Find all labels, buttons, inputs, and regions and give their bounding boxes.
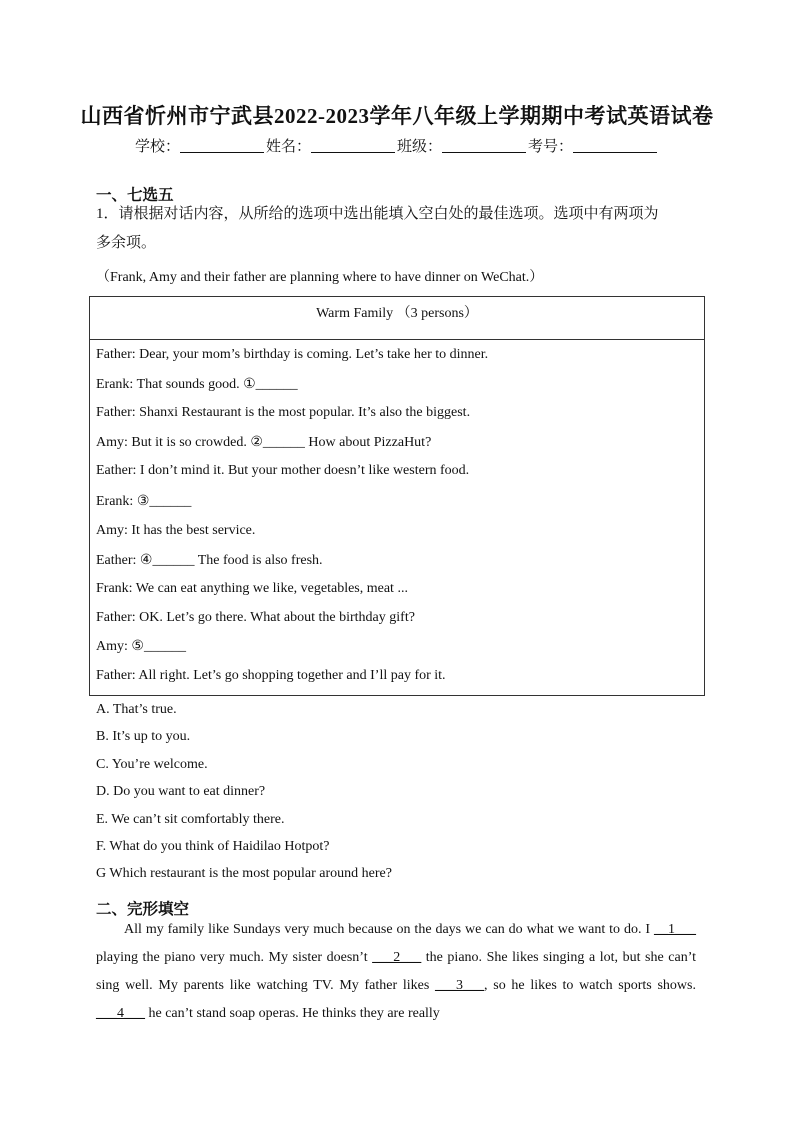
cloze-text: the piano. She likes singing a lot, but she can’t sing well. My parents like watching TV. My father likes [96,950,697,993]
dialog-line: Amy: It has the best service. [96,523,256,538]
dialog-line: Erank: ③______ [96,494,192,509]
dialog-line: Erank: That sounds good. ①______ [96,377,298,392]
dialog-line: Father: OK. Let’s go there. What about the birthday gift? [96,610,415,625]
dialog-line: Frank: We can eat anything we like, vegetables, meat ... [96,581,408,596]
instruction-line-2: 多余项。 [96,235,157,251]
dialog-line: Father: All right. Let’s go shopping together and I’ll pay for it. [96,668,446,683]
dialog-line: Amy: But it is so crowded. ②______ How about PizzaHut? [96,435,432,450]
option-a: A. That’s true. [96,702,177,717]
dialog-line: Father: Dear, your mom’s birthday is coming. Let’s take her to dinner. [96,347,489,362]
cloze-blank-3[interactable]: ___3___ [435,978,485,993]
cloze-text: , so he likes to watch sports shows. [484,978,696,993]
dialog-box [89,296,705,696]
school-label: 学校： [134,139,180,155]
school-blank[interactable] [180,138,264,153]
name-label: 姓名： [265,139,311,155]
option-d: D. Do you want to eat dinner? [96,784,266,799]
option-b: B. It’s up to you. [96,729,191,744]
cloze-blank-4[interactable]: ___4___ [96,1006,145,1021]
class-blank[interactable] [442,138,526,153]
section1-heading: 一、七选五 [96,187,174,204]
dialog-line: Eather: ④______ The food is also fresh. [96,553,323,568]
option-e: E. We can’t sit comfortably there. [96,812,285,827]
option-f: F. What do you think of Haidilao Hotpot? [96,839,330,854]
cloze-blank-1[interactable]: __1___ [654,922,696,937]
number-blank[interactable] [573,138,657,153]
student-info-line [0,135,794,156]
class-label: 班级： [397,139,443,155]
question1-instruction [96,200,706,258]
cloze-blank-2[interactable]: ___2___ [372,950,422,965]
dialog-line: Amy: ⑤______ [96,639,186,654]
cloze-text: All my family like Sundays very much because on the days we can do what we want to do. I [124,922,654,937]
option-c: C. You’re welcome. [96,757,208,772]
cloze-passage [96,916,696,1028]
dialog-intro: （Frank, Amy and their father are planning where to have dinner on WeChat.） [96,270,544,285]
dialog-line: Eather: I don’t mind it. But your mother doesn’t like western food. [96,463,470,478]
dialog-title: Warm Family （3 persons） [90,297,704,340]
name-blank[interactable] [311,138,395,153]
instruction-line-1: 1．请根据对话内容，从所给的选项中选出能填入空白处的最佳选项。选项中有两项为 [96,206,659,222]
option-g: G Which restaurant is the most popular around here? [96,866,392,881]
cloze-text: he can’t stand soap operas. He thinks they are really [145,1006,440,1021]
section2-heading: 二、完形填空 [96,901,190,918]
number-label: 考号： [528,139,574,155]
page-title: 山西省忻州市宁武县2022-2023学年八年级上学期期中考试英语试卷 [80,104,714,128]
cloze-text: playing the piano very much. My sister doesn’t [96,950,373,965]
dialog-line: Father: Shanxi Restaurant is the most popular. It’s also the biggest. [96,405,471,420]
